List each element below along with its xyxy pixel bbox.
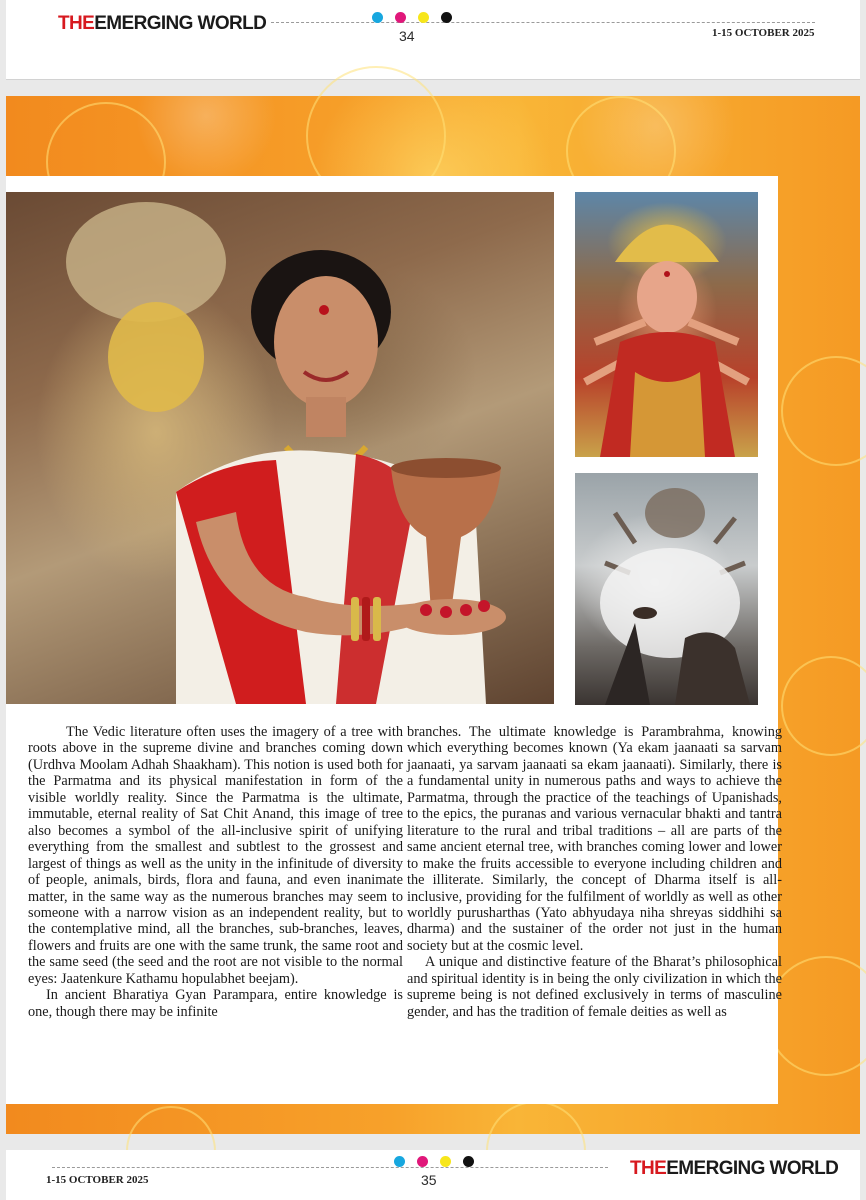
article-paragraph: A unique and distinctive feature of the Bharat’s philosophical and spiritual identity is in being the only civilization in which the supreme being is not defined exclusively in terms of masculine gender, and has the tradition of female deities as well as [407, 954, 782, 1020]
magenta-dot [417, 1156, 428, 1167]
cyan-dot [372, 12, 383, 23]
article-column-left [28, 724, 403, 1020]
article-panel [6, 176, 782, 1104]
header-rule [271, 22, 815, 23]
issue-date-bottom: 1-15 OCTOBER 2025 [46, 1174, 149, 1186]
registration-dots-top [372, 12, 452, 23]
black-dot [441, 12, 452, 23]
page-number-top: 34 [399, 28, 415, 44]
magazine-page [6, 96, 860, 1134]
footer-rule [52, 1167, 608, 1168]
masthead-title: EMERGING WORLD [94, 13, 267, 34]
article-paragraph: The Vedic literature often uses the imagery of a tree with roots above in the supreme divine and branches coming down (Urdhva Moolam Adhah Shaakham). This notion is used both for the Parmatma and its physical manifestation in form of the visible worldly reality. Since the Parmatma is the ultimate, immutable, eternal reality of Sat Chit Anand, this image of tree also becomes a symbol of the all-inclusive spirit of unifying everything from the smallest and subtlest to the grossest and largest of things as well as the unity in the infinitude of diversity of people, animals, birds, flora and fauna, and even inanimate matter, in the same way as the numerous branches may seem to someone with a narrow vision as an independent reality, but to the contemplative mind, all the branches, sub-branches, leaves, flowers and fruits are one with the same trunk, the same root and the same seed (the seed and the root are not visible to the normal eyes: Jaatenkure Kathamu hopulabhet beejam). [28, 724, 403, 987]
masthead-the: THE [630, 1158, 667, 1179]
issue-date-top: 1-15 OCTOBER 2025 [712, 27, 815, 39]
cyan-dot [394, 1156, 405, 1167]
article-paragraph: In ancient Bharatiya Gyan Parampara, entire knowledge is one, though there may be infinite [28, 987, 403, 1020]
masthead-logo-top [58, 13, 266, 35]
masthead-logo-bottom [630, 1158, 838, 1180]
durga-idol-illustration [575, 192, 758, 457]
masthead-the: THE [58, 13, 95, 34]
magenta-dot [395, 12, 406, 23]
smoke-ritual-illustration [575, 473, 758, 705]
yellow-dot [418, 12, 429, 23]
black-dot [463, 1156, 474, 1167]
page-34-strip [6, 0, 860, 80]
article-paragraph: branches. The ultimate knowledge is Parambrahma, knowing which everything becomes known (Ya ekam jaanaati sa sarvam jaanaati, ya sarvam jaanaati sa ekam jaanaati). Similarly, there is a fundamental unity in numerous paths and ways to achieve the Parmatma, through the practice of the teachings of Upanishads, to the epics, the puranas and various vernacular bhakti and tantra literature to the rural and tribal traditions – all are parts of the same ancient eternal tree, with branches coming lower and lower to make the fruits accessible to everyone including children and the illiterate. Similarly, the concept of Dharma itself is all-inclusive, providing for the fulfilment of worldly as well as other worldly purusharthas (Yato abhyudaya niha shreyas siddhihi sa dharma) and the sustainer of the order not just in the human society but at the cosmic level. [407, 724, 782, 954]
woman-illustration [6, 192, 554, 704]
page-35-strip [6, 1150, 860, 1200]
rangoli-decoration [781, 356, 866, 466]
durga-idol-photo [575, 192, 758, 457]
registration-dots-bottom [394, 1156, 474, 1167]
yellow-dot [440, 1156, 451, 1167]
article-column-right [407, 724, 782, 1020]
smoke-ritual-photo [575, 473, 758, 705]
woman-with-clay-lamp-photo [6, 192, 554, 704]
page-number-bottom: 35 [421, 1172, 437, 1188]
masthead-title: EMERGING WORLD [666, 1158, 839, 1179]
rangoli-decoration [781, 656, 866, 756]
